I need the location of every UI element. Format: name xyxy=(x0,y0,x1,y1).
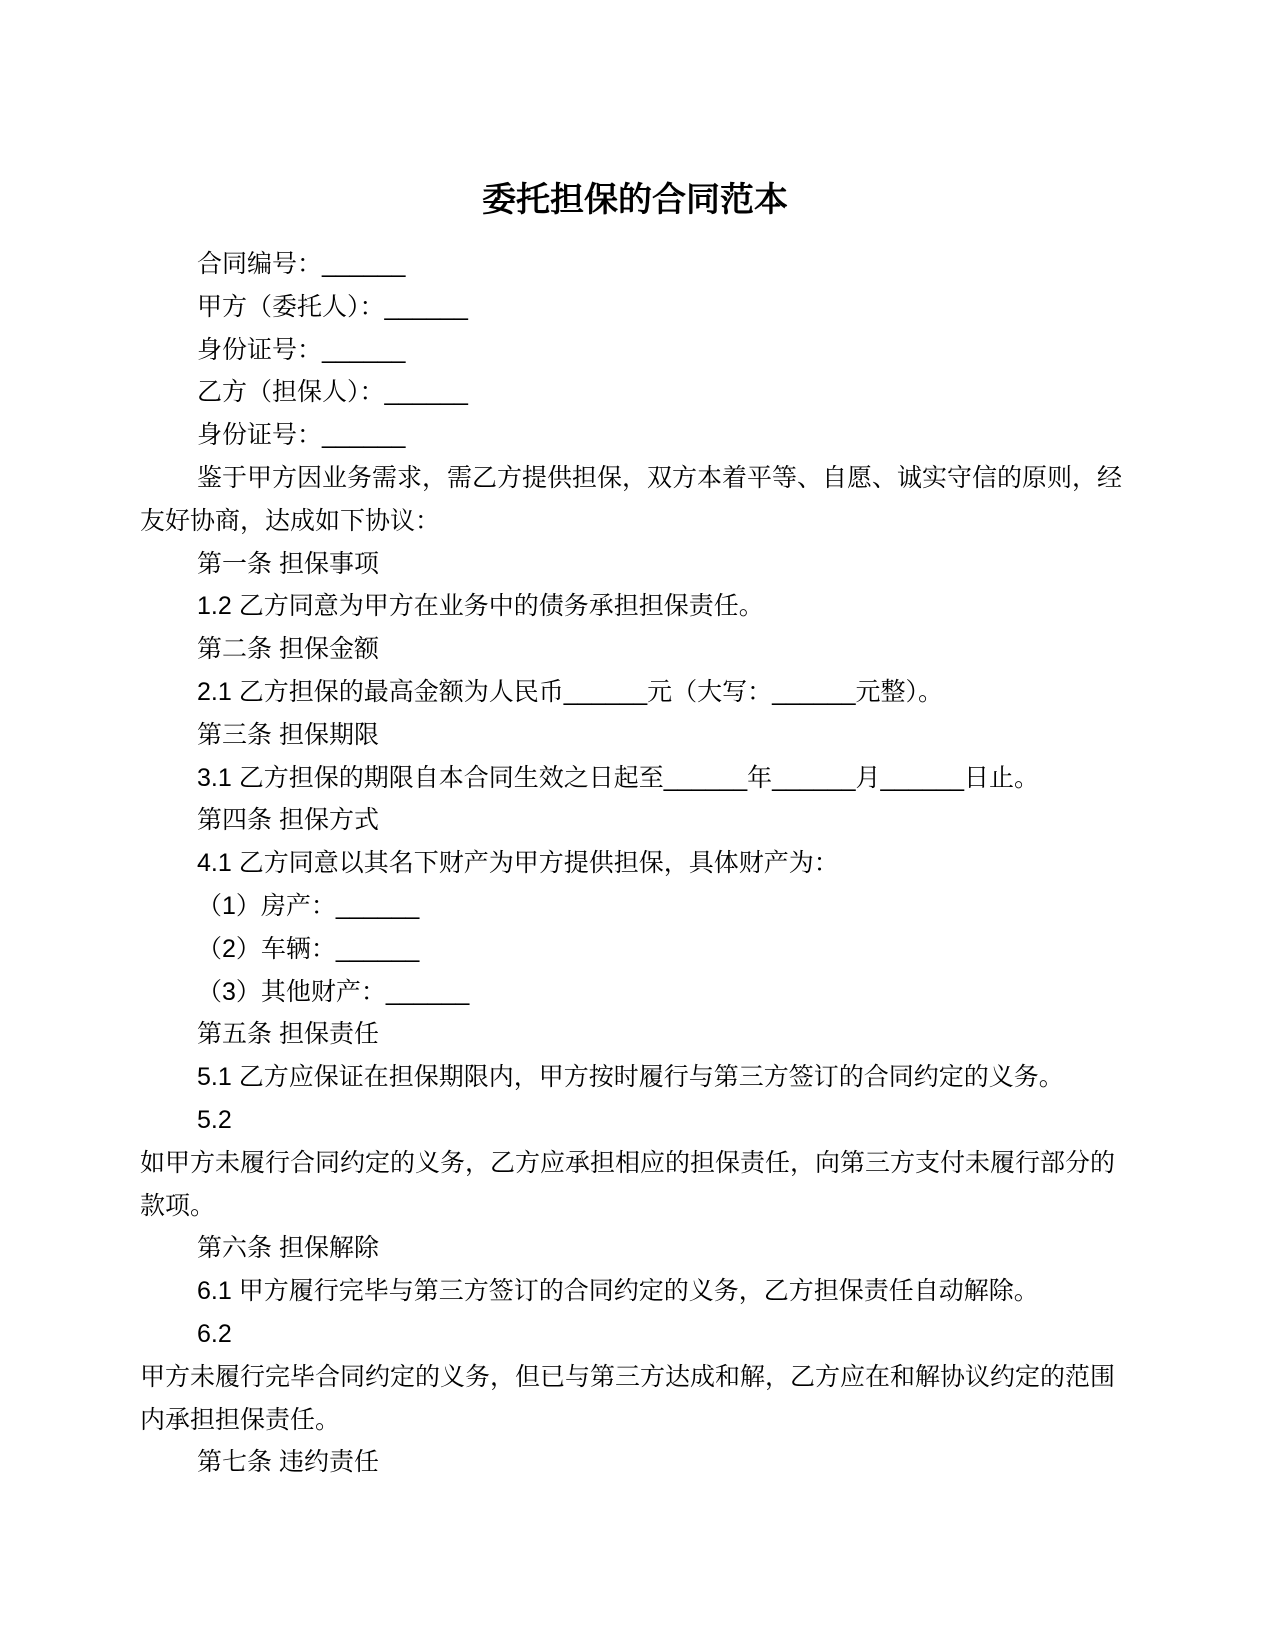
document-line: 2.1 乙方担保的最高金额为人民币______元（大写：______元整）。 xyxy=(197,677,944,706)
document-line: 第一条 担保事项 xyxy=(197,549,379,578)
document-line: 第七条 违约责任 xyxy=(197,1448,379,1477)
document-line: 鉴于甲方因业务需求，需乙方提供担保，双方本着平等、自愿、诚实守信的原则，经 xyxy=(197,463,1123,492)
document-line: 6.1 甲方履行完毕与第三方签订的合同约定的义务，乙方担保责任自动解除。 xyxy=(197,1277,1039,1306)
document-line: 4.1 乙方同意以其名下财产为甲方提供担保，具体财产为： xyxy=(197,849,839,878)
document-line: 合同编号：______ xyxy=(197,250,406,278)
document-line: 内承担担保责任。 xyxy=(140,1405,341,1434)
document-line: 友好协商，达成如下协议： xyxy=(140,506,441,535)
document-line: 甲方未履行完毕合同约定的义务，但已与第三方达成和解，乙方应在和解协议约定的范围 xyxy=(140,1362,1116,1391)
document-line: 6.2 xyxy=(197,1319,232,1348)
document-line: 5.2 xyxy=(197,1105,232,1134)
document-line: （3）其他财产：______ xyxy=(197,977,470,1006)
document-line: 5.1 乙方应保证在担保期限内，甲方按时履行与第三方签订的合同约定的义务。 xyxy=(197,1063,1064,1092)
document-line: （2）车辆：______ xyxy=(197,934,420,963)
document-line: 乙方（担保人）：______ xyxy=(197,378,468,407)
document-line: 如甲方未履行合同约定的义务，乙方应承担相应的担保责任，向第三方支付未履行部分的 xyxy=(140,1148,1116,1177)
document-line: 第六条 担保解除 xyxy=(197,1234,379,1263)
document-body xyxy=(140,243,1135,1484)
document-line: （1）房产：______ xyxy=(197,891,420,920)
document-line: 第三条 担保期限 xyxy=(197,720,379,749)
document-line: 甲方（委托人）：______ xyxy=(197,292,468,321)
document-line: 身份证号：______ xyxy=(197,335,406,364)
document-title: 委托担保的合同范本 xyxy=(482,181,788,219)
document-line: 1.2 乙方同意为甲方在业务中的债务承担担保责任。 xyxy=(197,592,764,621)
document-line: 身份证号：______ xyxy=(197,421,406,450)
document-line: 第二条 担保金额 xyxy=(197,635,379,664)
document-line: 第四条 担保方式 xyxy=(197,806,379,835)
document-line: 3.1 乙方担保的期限自本合同生效之日起至______年______月______日止。 xyxy=(197,763,1039,792)
document-line: 第五条 担保责任 xyxy=(197,1020,379,1049)
document-line: 款项。 xyxy=(140,1191,216,1220)
